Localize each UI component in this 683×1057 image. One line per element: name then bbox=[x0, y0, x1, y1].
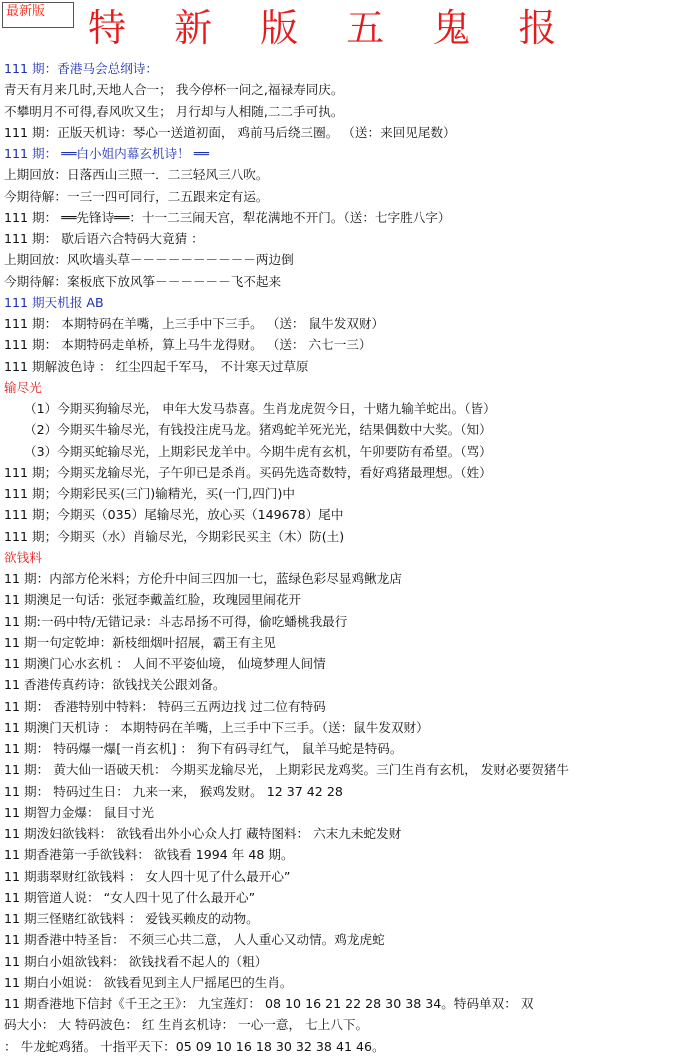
text-line: 111 期：香港马会总纲诗： bbox=[4, 61, 158, 76]
text-line: 11 期： 特码爆一爆[一肖玄机] ： 狗下有码寻红气， 鼠羊马蛇是特码。 bbox=[4, 741, 403, 756]
text-line: 111 期；今期买（水）肖输尽光，今期彩民买主（木）防(土) bbox=[4, 528, 345, 544]
text-line: 111 期： ══先锋诗══：十一二三闹天宫，犁花满地不开门。（送：七字胜八字） bbox=[4, 209, 451, 225]
text-line: 11 期： 特码过生日： 九来一来， 猴鸡发财。 12 37 42 28 bbox=[4, 783, 343, 799]
text-line: 111 期： 歇后语六合特码大竟猜 ： bbox=[4, 231, 204, 246]
text-line: 111 期；今期买（035）尾输尽光，放心买（149678）尾中 bbox=[4, 507, 344, 523]
text-line: 11 期： 香港特别中特料： 特码三五两边找 过二位有特码 bbox=[4, 698, 326, 714]
text-line: 111 期天机报 AB bbox=[4, 294, 104, 310]
text-line: 11 期一句定乾坤：新枝细烟叶招展，霸王有主见 bbox=[4, 634, 276, 650]
text-line: 今期待解：一三一四可同行，二五跟来定有运。 bbox=[4, 188, 269, 204]
text-line: 输尽光 bbox=[4, 379, 42, 395]
text-line: （1）今期买狗输尽光， 申年大发马恭喜。生肖龙虎贺今日，十赌九输羊蛇出。（皆） bbox=[24, 401, 496, 416]
text-line: 11 期翡翠财红欲钱料 ： 女人四十见了什么最开心” bbox=[4, 868, 291, 884]
text-line: 11 期澳门心水玄机 ： 人间不平姿仙境， 仙境梦理人间情 bbox=[4, 656, 326, 671]
text-line: 11 期白小姐欲钱料： 欲钱找看不起人的（粗） bbox=[4, 953, 268, 969]
text-line: 欲钱料 bbox=[4, 549, 42, 565]
text-line: 11 期智力金爆： 鼠目寸光 bbox=[4, 804, 154, 820]
text-line: （2）今期买牛输尽光，有钱投注虎马龙。猪鸡蛇羊死光光，结果偶数中大奖。（知） bbox=[24, 422, 492, 438]
text-line: 11 期管道人说： “女人四十见了什么最开心” bbox=[4, 889, 256, 905]
text-line: 11 期香港地下信封《千王之王》： 九宝莲灯： 08 10 16 21 22 28 30 38 34。特码单双： 双 bbox=[4, 996, 534, 1011]
text-line: 111 期： 本期特码走单桥，算上马牛龙得财。 （送： 六七一三） bbox=[4, 337, 372, 353]
text-line: 111 期解波色诗 ： 红尘四起千军马， 不计寒天过草原 bbox=[4, 358, 309, 374]
text-line: 11 期澳足一句话：张冠李戴盖红脸，玫瑰园里闹花开 bbox=[4, 592, 302, 608]
text-line: 不攀明月不可得,春风吹又生； 月行却与人相随,二二手可执。 bbox=[4, 103, 344, 119]
page-title: 特 新 版 五 鬼 报 bbox=[88, 6, 575, 50]
text-line: 11 期：内部方伦米料；方伦升中间三四加一七，蓝绿色彩尽显鸡鳅龙店 bbox=[4, 571, 402, 586]
text-line: 今期待解：案板底下放风筝－－－－－－飞不起来 bbox=[4, 273, 282, 289]
text-line: 11 期白小姐说： 欲钱看见到主人尸摇尾巴的生肖。 bbox=[4, 974, 293, 990]
text-line: 11 期香港中特圣旨： 不须三心共二意， 人人重心又动情。鸡龙虎蛇 bbox=[4, 932, 385, 948]
text-line: 青天有月来几时,天地人合一； 我今停杯一问之,福禄寿同庆。 bbox=[4, 82, 344, 98]
text-line: 上期回放：日落西山三照一．二三轻风三八吹。 bbox=[4, 167, 269, 183]
text-line: 111 期： 本期特码在羊嘴，上三手中下三手。 （送： 鼠牛发双财） bbox=[4, 316, 385, 331]
text-line: 11 期澳门天机诗 ： 本期特码在羊嘴，上三手中下三手。（送：鼠牛发双财） bbox=[4, 719, 429, 735]
text-line: 码大小： 大 特码波色： 红 生肖玄机诗： 一心一意， 七上八下。 bbox=[4, 1017, 369, 1033]
text-line: 11 期:一码中特/无错记录：斗志昂扬不可得，偷吃蟠桃我最行 bbox=[4, 613, 348, 629]
text-line: 11 期： 黄大仙一语破天机： 今期买龙输尽光， 上期彩民龙鸡奖。三门生肖有玄机， 发财必要贺猪牛 bbox=[4, 762, 569, 778]
text-line: 111 期；今期买龙输尽光，子午卯已是杀肖。买码先选奇数特，看好鸡猪最理想。（姓） bbox=[4, 464, 492, 480]
version-badge: 最新版 bbox=[2, 2, 74, 28]
text-line: 111 期；今期彩民买(三门)输精光，买(一门,四门)中 bbox=[4, 486, 295, 501]
text-line: ： 牛龙蛇鸡猪。 十指平天下：05 09 10 16 18 30 32 38 41 46。 bbox=[4, 1038, 385, 1054]
text-line: 11 期三怪赌红欲钱料 ： 爱钱买赖皮的动物。 bbox=[4, 911, 259, 926]
text-line: （3）今期买蛇输尽光，上期彩民龙羊中。今期牛虎有玄机，午卯要防有希望。（骂） bbox=[24, 443, 492, 459]
text-line: 11 期香港第一手欲钱料： 欲钱看 1994 年 48 期。 bbox=[4, 847, 294, 863]
content-lines bbox=[0, 58, 683, 1057]
text-line: 11 期泼妇欲钱料： 欲钱看出外小心众人打 藏特图料： 六末九未蛇发财 bbox=[4, 826, 402, 841]
text-line: 上期回放：风吹墙头草－－－－－－－－－－两边倒 bbox=[4, 252, 294, 268]
text-line: 11 香港传真药诗：欲钱找关公跟刘备。 bbox=[4, 677, 226, 693]
text-line: 111 期：正版天机诗：琴心一送道初面， 鸡前马后绕三圈。 （送：来回见尾数） bbox=[4, 124, 456, 140]
text-line: 111 期： ══白小姐内幕玄机诗！ ══ bbox=[4, 146, 209, 161]
